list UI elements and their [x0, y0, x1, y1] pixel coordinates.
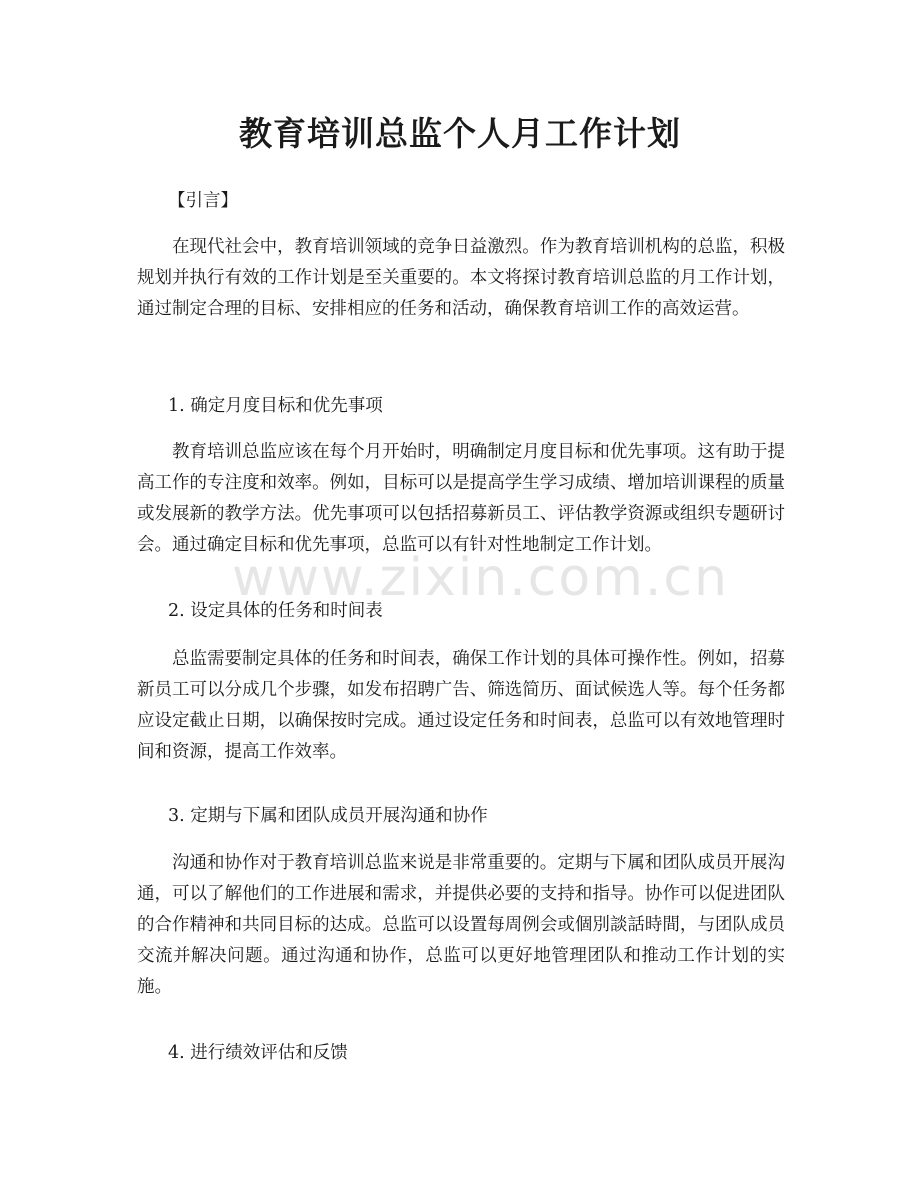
- section-heading-2: 2. 设定具体的任务和时间表: [168, 601, 383, 621]
- section-body-3: 沟通和协作对于教育培训总监来说是非常重要的。定期与下属和团队成员开展沟通，可以了解他们的工作进展和需求，并提供必要的支持和指导。协作可以促进团队的合作精神和共同目标的达成。总监可以设置每周例会或個別談話時間，与团队成员交流并解决问题。通过沟通和协作，总监可以更好地管理团队和推动工作计划的实施。: [137, 853, 785, 997]
- section-heading-1: 1. 确定月度目标和优先事项: [168, 396, 383, 416]
- intro-paragraph: 在现代社会中，教育培训领域的竞争日益激烈。作为教育培训机构的总监，积极规划并执行有效的工作计划是至关重要的。本文将探讨教育培训总监的月工作计划，通过制定合理的目标、安排相应的任务和活动，确保教育培训工作的高效运营。: [137, 237, 785, 319]
- section-heading-4: 4. 进行绩效评估和反馈: [168, 1043, 348, 1063]
- watermark: www.zixin.com.cn: [232, 548, 729, 608]
- intro-label: 【引言】: [168, 191, 238, 211]
- document-title: 教育培训总监个人月工作计划: [239, 114, 681, 153]
- section-body-2: 总监需要制定具体的任务和时间表，确保工作计划的具体可操作性。例如，招募新员工可以分成几个步骤，如发布招聘广告、筛选简历、面试候选人等。每个任务都应设定截止日期，以确保按时完成。通过设定任务和时间表，总监可以有效地管理时间和资源，提高工作效率。: [137, 649, 785, 762]
- section-heading-3: 3. 定期与下属和团队成员开展沟通和协作: [168, 806, 488, 826]
- section-body-1: 教育培训总监应该在每个月开始时，明确制定月度目标和优先事项。这有助于提高工作的专注度和效率。例如，目标可以是提高学生学习成绩、增加培训课程的质量或发展新的教学方法。优先事项可以包括招募新员工、评估教学资源或组织专题研讨会。通过确定目标和优先事项，总监可以有针对性地制定工作计划。: [137, 442, 785, 555]
